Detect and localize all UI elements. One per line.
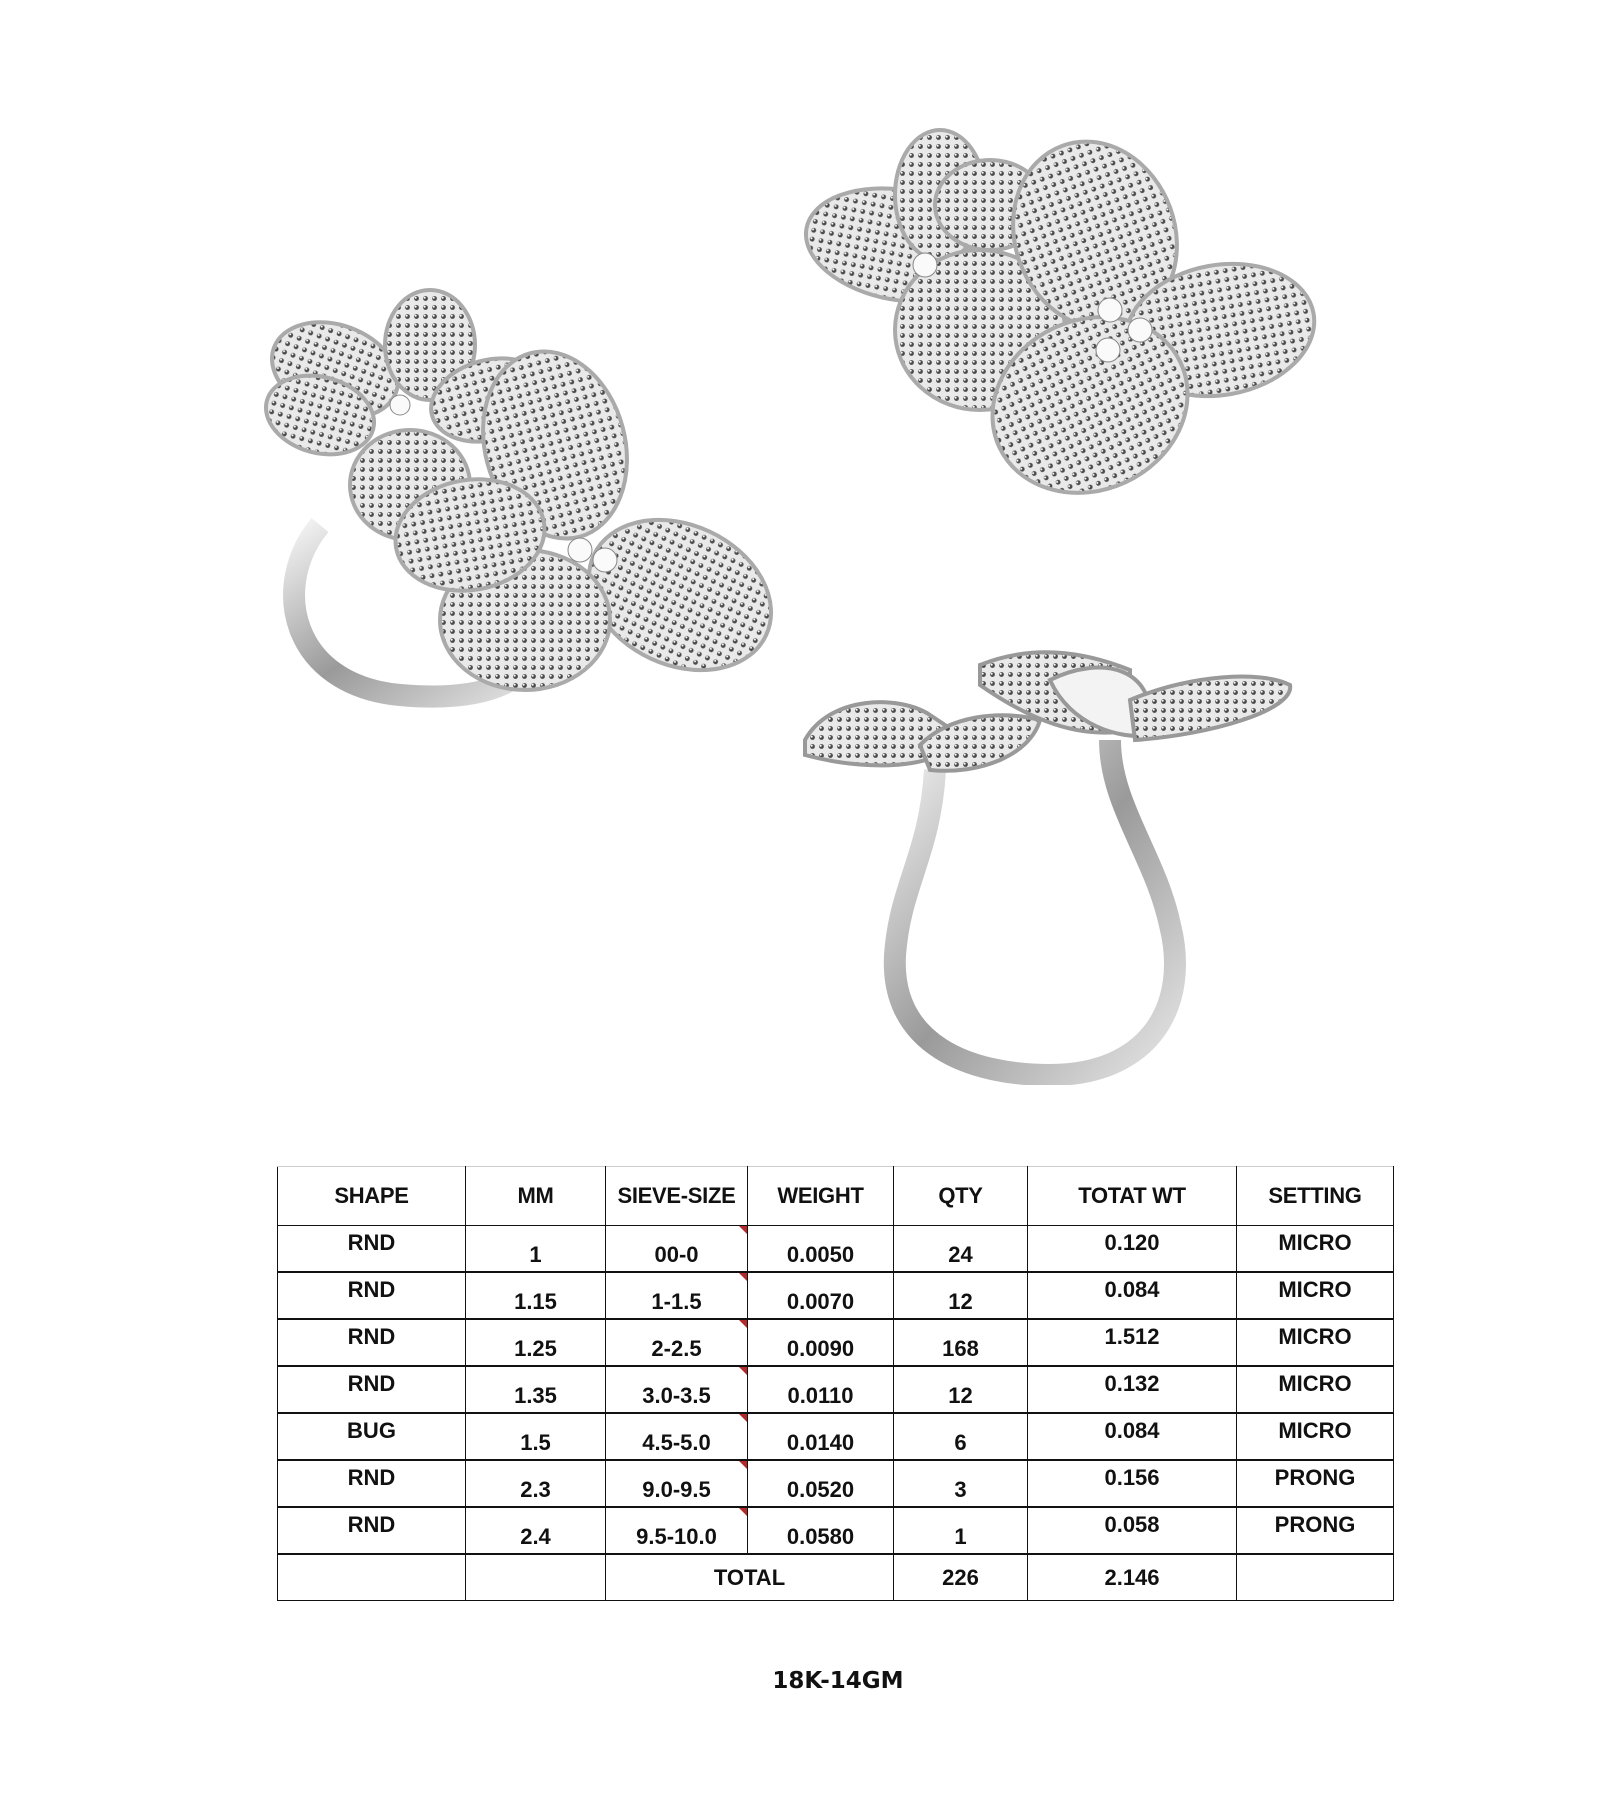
cell-total-wt: 0.084 [1028, 1272, 1237, 1319]
table-row [278, 1226, 1394, 1273]
cell-mm: 1.5 [466, 1413, 606, 1460]
cell-sieve: 00-0 [606, 1226, 748, 1273]
cell-total-wt: 0.120 [1028, 1226, 1237, 1273]
cell-shape: RND [278, 1272, 466, 1319]
cell-shape: RND [278, 1226, 466, 1273]
cell-total-wt: 0.156 [1028, 1460, 1237, 1507]
cell-shape: RND [278, 1507, 466, 1554]
ring-side-render [790, 625, 1360, 1085]
cell-qty: 6 [894, 1413, 1028, 1460]
cell-shape: RND [278, 1319, 466, 1366]
header-shape: SHAPE [278, 1167, 466, 1226]
cell-setting: MICRO [1237, 1413, 1394, 1460]
cell-qty: 12 [894, 1366, 1028, 1413]
cell-mm: 1 [466, 1226, 606, 1273]
cell-mm: 1.35 [466, 1366, 606, 1413]
cell-mm: 2.3 [466, 1460, 606, 1507]
cell-shape: BUG [278, 1413, 466, 1460]
cell-weight: 0.0140 [748, 1413, 894, 1460]
table-total-row [278, 1554, 1394, 1601]
cell-qty: 168 [894, 1319, 1028, 1366]
cell-empty [466, 1554, 606, 1601]
cell-empty [1237, 1554, 1394, 1601]
header-mm: MM [466, 1167, 606, 1226]
cell-weight: 0.0050 [748, 1226, 894, 1273]
cell-total-wt: 0.132 [1028, 1366, 1237, 1413]
cell-weight: 0.0520 [748, 1460, 894, 1507]
cell-qty: 1 [894, 1507, 1028, 1554]
total-weight: 2.146 [1028, 1554, 1237, 1601]
cell-sieve: 9.0-9.5 [606, 1460, 748, 1507]
cell-shape: RND [278, 1460, 466, 1507]
table-row [278, 1366, 1394, 1413]
cell-sieve: 3.0-3.5 [606, 1366, 748, 1413]
cell-mm: 1.25 [466, 1319, 606, 1366]
table-row [278, 1460, 1394, 1507]
cell-mm: 2.4 [466, 1507, 606, 1554]
table-header-row [278, 1167, 1394, 1226]
header-setting: SETTING [1237, 1167, 1394, 1226]
cell-setting: MICRO [1237, 1319, 1394, 1366]
table-row [278, 1507, 1394, 1554]
table-row [278, 1319, 1394, 1366]
metal-weight-label: 18K-14GM [772, 1668, 904, 1694]
cell-qty: 24 [894, 1226, 1028, 1273]
cell-setting: MICRO [1237, 1366, 1394, 1413]
cell-weight: 0.0070 [748, 1272, 894, 1319]
cell-weight: 0.0580 [748, 1507, 894, 1554]
header-total-wt: TOTAT WT [1028, 1167, 1237, 1226]
cell-setting: MICRO [1237, 1226, 1394, 1273]
cell-sieve: 1-1.5 [606, 1272, 748, 1319]
cell-qty: 12 [894, 1272, 1028, 1319]
cell-weight: 0.0110 [748, 1366, 894, 1413]
cell-sieve: 9.5-10.0 [606, 1507, 748, 1554]
table-row [278, 1413, 1394, 1460]
cell-mm: 1.15 [466, 1272, 606, 1319]
total-label: TOTAL [606, 1554, 894, 1601]
cell-empty [278, 1554, 466, 1601]
header-sieve-size: SIEVE-SIZE [606, 1167, 748, 1226]
ring-perspective-render [250, 285, 790, 745]
cell-sieve: 4.5-5.0 [606, 1413, 748, 1460]
header-weight: WEIGHT [748, 1167, 894, 1226]
cell-setting: PRONG [1237, 1460, 1394, 1507]
cell-weight: 0.0090 [748, 1319, 894, 1366]
ring-top-render [790, 115, 1360, 515]
cell-total-wt: 0.058 [1028, 1507, 1237, 1554]
cell-qty: 3 [894, 1460, 1028, 1507]
cell-sieve: 2-2.5 [606, 1319, 748, 1366]
stone-specification-table [277, 1166, 1394, 1601]
cell-total-wt: 1.512 [1028, 1319, 1237, 1366]
cell-shape: RND [278, 1366, 466, 1413]
total-qty: 226 [894, 1554, 1028, 1601]
table-row [278, 1272, 1394, 1319]
cell-setting: MICRO [1237, 1272, 1394, 1319]
cell-total-wt: 0.084 [1028, 1413, 1237, 1460]
header-qty: QTY [894, 1167, 1028, 1226]
cell-setting: PRONG [1237, 1507, 1394, 1554]
